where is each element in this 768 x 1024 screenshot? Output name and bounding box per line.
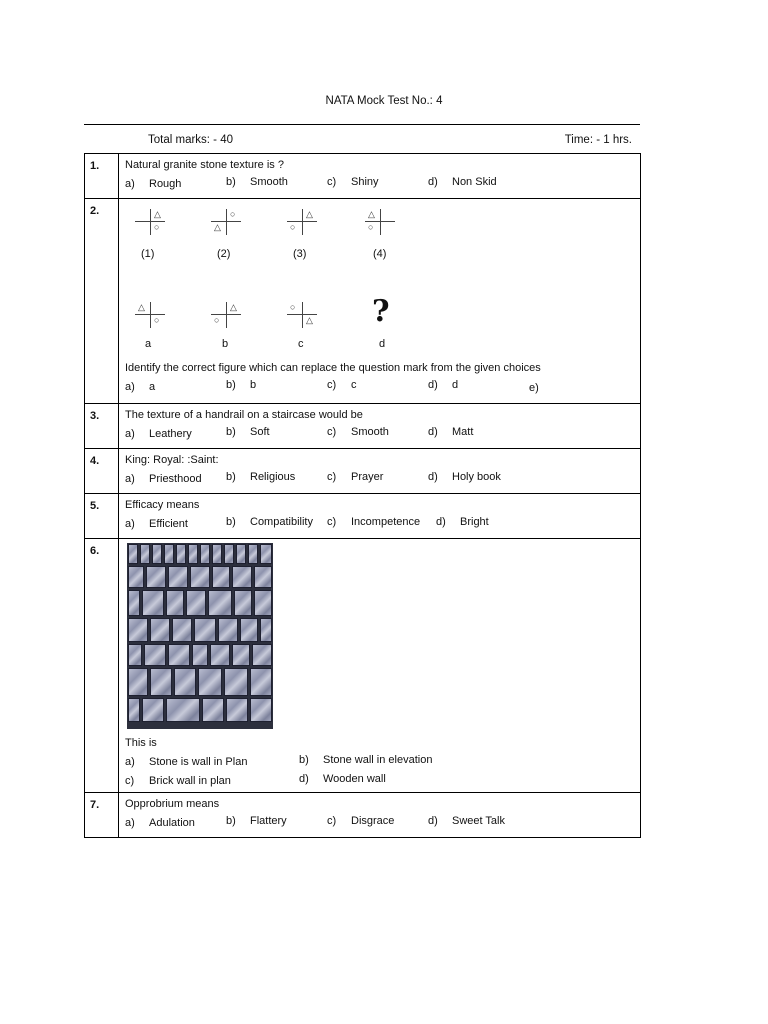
- question-number: 1.: [85, 154, 119, 199]
- option-e[interactable]: e): [529, 382, 539, 394]
- figure-label: (3): [293, 248, 307, 260]
- question-row: [85, 793, 641, 838]
- circle-icon: ○: [214, 315, 220, 325]
- stone-block: [208, 590, 232, 616]
- stone-block: [190, 566, 210, 588]
- option-d[interactable]: d) Wooden wall: [299, 773, 386, 785]
- options-row: [125, 174, 634, 194]
- option-d[interactable]: d) Matt: [428, 426, 474, 438]
- stone-block: [234, 590, 252, 616]
- option-d[interactable]: d) Non Skid: [428, 176, 497, 188]
- option-b[interactable]: b) Compatibility: [226, 516, 313, 528]
- circle-icon: ○: [290, 302, 296, 312]
- stone-block: [232, 644, 250, 666]
- option-d[interactable]: d) Holy book: [428, 471, 501, 483]
- option-a[interactable]: a) Adulation: [125, 817, 195, 829]
- stone-block: [198, 668, 222, 696]
- option-a[interactable]: a) Priesthood: [125, 473, 202, 485]
- stone-block: [146, 566, 166, 588]
- header-divider: [84, 124, 640, 125]
- question-number: 7.: [85, 793, 119, 838]
- figure-label: (1): [141, 248, 155, 260]
- circle-icon: ○: [368, 222, 374, 232]
- stone-block: [144, 644, 166, 666]
- stone-block: [128, 590, 140, 616]
- stone-block: [150, 618, 170, 642]
- question-row: [85, 494, 641, 539]
- option-c[interactable]: c) Smooth: [327, 426, 389, 438]
- option-b[interactable]: b) Religious: [226, 471, 296, 483]
- stone-block: [128, 566, 144, 588]
- stone-block: [142, 698, 164, 722]
- figure-label: (4): [373, 248, 387, 260]
- question-number: 6.: [85, 539, 119, 793]
- option-a[interactable]: a) Leathery: [125, 428, 192, 440]
- choice-figure-c[interactable]: [285, 302, 321, 330]
- triangle-icon: △: [368, 209, 375, 219]
- option-d[interactable]: d) Sweet Talk: [428, 815, 505, 827]
- question-text: Opprobrium means: [125, 798, 220, 810]
- stone-block: [210, 644, 230, 666]
- stone-block: [192, 644, 208, 666]
- circle-icon: ○: [154, 222, 160, 232]
- question-number: 5.: [85, 494, 119, 539]
- options-row: [125, 771, 634, 790]
- options-row: [125, 752, 634, 771]
- options-row: [125, 424, 634, 444]
- stone-block: [186, 590, 206, 616]
- stone-block: [168, 566, 188, 588]
- stone-block: [142, 590, 164, 616]
- option-a[interactable]: a) Stone is wall in Plan: [125, 756, 248, 768]
- circle-icon: ○: [290, 222, 296, 232]
- stone-block: [202, 698, 224, 722]
- stone-block: [254, 566, 272, 588]
- question-number: 2.: [85, 199, 119, 404]
- question-number: 4.: [85, 449, 119, 494]
- stone-block: [248, 544, 258, 564]
- option-b[interactable]: b) Stone wall in elevation: [299, 754, 433, 766]
- stone-block: [260, 618, 272, 642]
- question-text: Identify the correct figure which can replace the question mark from the given choices: [125, 362, 541, 374]
- figure-1: [133, 209, 169, 237]
- option-c[interactable]: c) Prayer: [327, 471, 384, 483]
- question-number: 3.: [85, 404, 119, 449]
- circle-icon: ○: [230, 209, 236, 219]
- stone-block: [172, 618, 192, 642]
- question-text: This is: [125, 737, 157, 749]
- time-limit: Time: - 1 hrs.: [564, 134, 632, 146]
- stone-block: [140, 544, 150, 564]
- stone-block: [128, 698, 140, 722]
- choice-figure-b[interactable]: [209, 302, 245, 330]
- question-row: [85, 539, 641, 793]
- option-c[interactable]: c) Shiny: [327, 176, 379, 188]
- choice-label: a: [145, 338, 152, 350]
- test-title: NATA Mock Test No.: 4: [325, 95, 443, 107]
- question-row: [85, 404, 641, 449]
- options-row: [125, 813, 634, 833]
- choice-label: d: [379, 338, 386, 350]
- stone-block: [200, 544, 210, 564]
- question-text: King: Royal: :Saint:: [125, 454, 219, 466]
- questions-table: [84, 153, 641, 838]
- stone-block: [250, 668, 272, 696]
- stone-block: [188, 544, 198, 564]
- stone-block: [254, 590, 272, 616]
- triangle-icon: △: [214, 222, 221, 232]
- stone-block: [168, 644, 190, 666]
- stone-block: [252, 644, 272, 666]
- choice-figure-a[interactable]: [133, 302, 169, 330]
- stone-block: [128, 618, 148, 642]
- stone-block: [232, 566, 252, 588]
- stone-block: [176, 544, 186, 564]
- options-row: [125, 514, 634, 534]
- stone-block: [174, 668, 196, 696]
- problem-figures: [125, 202, 634, 288]
- triangle-icon: △: [154, 209, 161, 219]
- figure-3: [285, 209, 321, 237]
- stone-block: [226, 698, 248, 722]
- option-a[interactable]: a) Efficient: [125, 518, 188, 530]
- option-c[interactable]: c) Disgrace: [327, 815, 395, 827]
- option-c[interactable]: c) c: [327, 379, 357, 391]
- question-text: Natural granite stone texture is ?: [125, 159, 284, 171]
- triangle-icon: △: [306, 315, 313, 325]
- stone-block: [224, 544, 234, 564]
- stone-block: [194, 618, 216, 642]
- question-mark-icon: ?: [372, 294, 390, 329]
- option-b[interactable]: b) Smooth: [226, 176, 288, 188]
- triangle-icon: △: [306, 209, 313, 219]
- stone-block: [150, 668, 172, 696]
- question-row: [85, 449, 641, 494]
- answer-figures: [125, 288, 634, 352]
- option-c[interactable]: c) Brick wall in plan: [125, 775, 231, 787]
- choice-label: c: [298, 338, 304, 350]
- stone-block: [212, 544, 222, 564]
- option-b[interactable]: b) Flattery: [226, 815, 287, 827]
- figure-label: (2): [217, 248, 231, 260]
- stone-block: [212, 566, 230, 588]
- question-text: Efficacy means: [125, 499, 200, 511]
- stone-block: [236, 544, 246, 564]
- option-b[interactable]: b) Soft: [226, 426, 270, 438]
- stone-block: [128, 668, 148, 696]
- option-d[interactable]: d) Bright: [436, 516, 489, 528]
- stone-wall-image: [127, 543, 273, 729]
- triangle-icon: △: [138, 302, 145, 312]
- question-row: [85, 154, 641, 199]
- stone-block: [218, 618, 238, 642]
- stone-block: [166, 698, 200, 722]
- circle-icon: ○: [154, 315, 160, 325]
- option-a[interactable]: a) a: [125, 381, 156, 393]
- question-text: The texture of a handrail on a staircase would be: [125, 409, 363, 421]
- triangle-icon: △: [230, 302, 237, 312]
- options-row: [125, 377, 634, 397]
- option-a[interactable]: a) Rough: [125, 178, 182, 190]
- stone-block: [128, 544, 138, 564]
- stone-block: [166, 590, 184, 616]
- stone-block: [240, 618, 258, 642]
- total-marks: Total marks: - 40: [148, 134, 233, 146]
- stone-block: [128, 644, 142, 666]
- choice-label: b: [222, 338, 229, 350]
- stone-block: [260, 544, 272, 564]
- stone-block: [164, 544, 174, 564]
- options-row: [125, 469, 634, 489]
- figure-2: [209, 209, 245, 237]
- stone-block: [224, 668, 248, 696]
- figure-4: [363, 209, 399, 237]
- option-b[interactable]: b) b: [226, 379, 257, 391]
- stone-block: [152, 544, 162, 564]
- option-d[interactable]: d) d: [428, 379, 459, 391]
- option-c[interactable]: c) Incompetence: [327, 516, 421, 528]
- stone-block: [250, 698, 272, 722]
- question-row: [85, 199, 641, 404]
